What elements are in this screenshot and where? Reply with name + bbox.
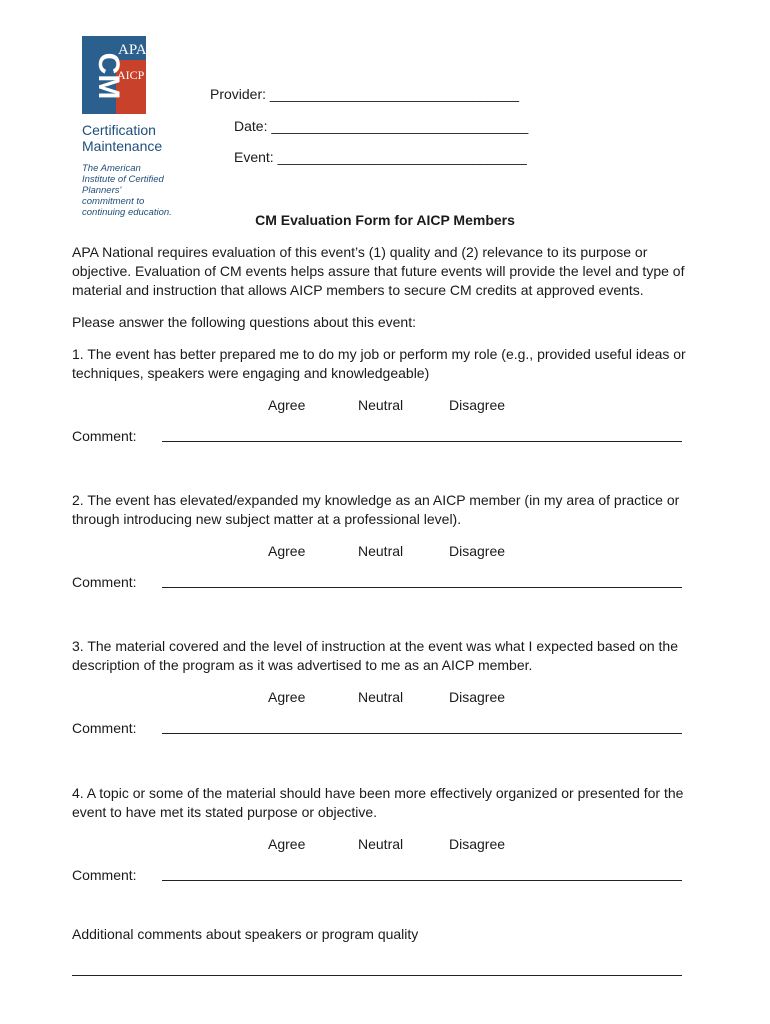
option-neutral-q1[interactable]: Neutral [358, 397, 404, 413]
date-field[interactable]: Date: _________________________________ [234, 118, 529, 134]
logo-caption [82, 122, 162, 154]
logo-cm-text: CM [92, 52, 125, 100]
logo-tagline: The American Institute of Certified Planners' commitment to continuing education. [82, 163, 172, 218]
option-disagree-q1[interactable]: Disagree [449, 397, 506, 413]
option-disagree-q4[interactable]: Disagree [449, 836, 506, 852]
provider-field[interactable]: Provider: ________________________________ [210, 86, 520, 102]
option-agree-q1[interactable]: Agree [268, 397, 306, 413]
additional-comments-label: Additional comments about speakers or program quality [72, 926, 419, 942]
apa-aicp-cm-logo [82, 36, 172, 116]
svg-text:AICP [117, 68, 145, 82]
question-2: 2. The event has elevated/expanded my knowledge as an AICP member (in my area of practice or through introducing new subject matter at a professional level). [72, 492, 680, 527]
comment-line-q2[interactable] [162, 587, 682, 588]
intro-paragraph: APA National requires evaluation of this event’s (1) quality and (2) relevance to its purpose or objective. Evaluation of CM events helps assure that future events will provide the level and type of material and instruction that allows AICP members to secure CM credits at approved events. [72, 244, 685, 298]
option-neutral-q4[interactable]: Neutral [358, 836, 404, 852]
comment-label-q4: Comment: [72, 867, 137, 883]
form-title: CM Evaluation Form for AICP Members [255, 212, 515, 228]
comment-label-q1: Comment: [72, 428, 137, 444]
question-3: 3. The material covered and the level of instruction at the event was what I expected based on the description of the program as it was advertised to me as an AICP member. [72, 638, 678, 673]
comment-line-q1[interactable] [162, 441, 682, 442]
instruction-text: Please answer the following questions about this event: [72, 314, 416, 330]
additional-comments-line[interactable] [72, 975, 682, 976]
option-disagree-q3[interactable]: Disagree [449, 689, 506, 705]
option-agree-q3[interactable]: Agree [268, 689, 306, 705]
option-agree-q4[interactable]: Agree [268, 836, 306, 852]
logo-apa-text: APA [118, 42, 147, 58]
logo-aicp-text: AICP [117, 68, 145, 82]
comment-label-q3: Comment: [72, 720, 137, 736]
question-4: 4. A topic or some of the material should have been more effectively organized or presented for the event to have met its stated purpose or objective. [72, 785, 684, 820]
comment-line-q3[interactable] [162, 733, 682, 734]
option-neutral-q3[interactable]: Neutral [358, 689, 404, 705]
logo-caption-line-1: Certification [82, 122, 156, 138]
option-agree-q2[interactable]: Agree [268, 543, 306, 559]
option-neutral-q2[interactable]: Neutral [358, 543, 404, 559]
logo-caption-line-2: Maintenance [82, 138, 163, 154]
event-field[interactable]: Event: ________________________________ [234, 149, 527, 165]
question-1: 1. The event has better prepared me to do my job or perform my role (e.g., provided useful ideas or techniques, speakers were engaging and knowledgeable) [72, 346, 686, 381]
comment-line-q4[interactable] [162, 880, 682, 881]
option-disagree-q2[interactable]: Disagree [449, 543, 506, 559]
comment-label-q2: Comment: [72, 574, 137, 590]
svg-text:APA [118, 42, 147, 58]
